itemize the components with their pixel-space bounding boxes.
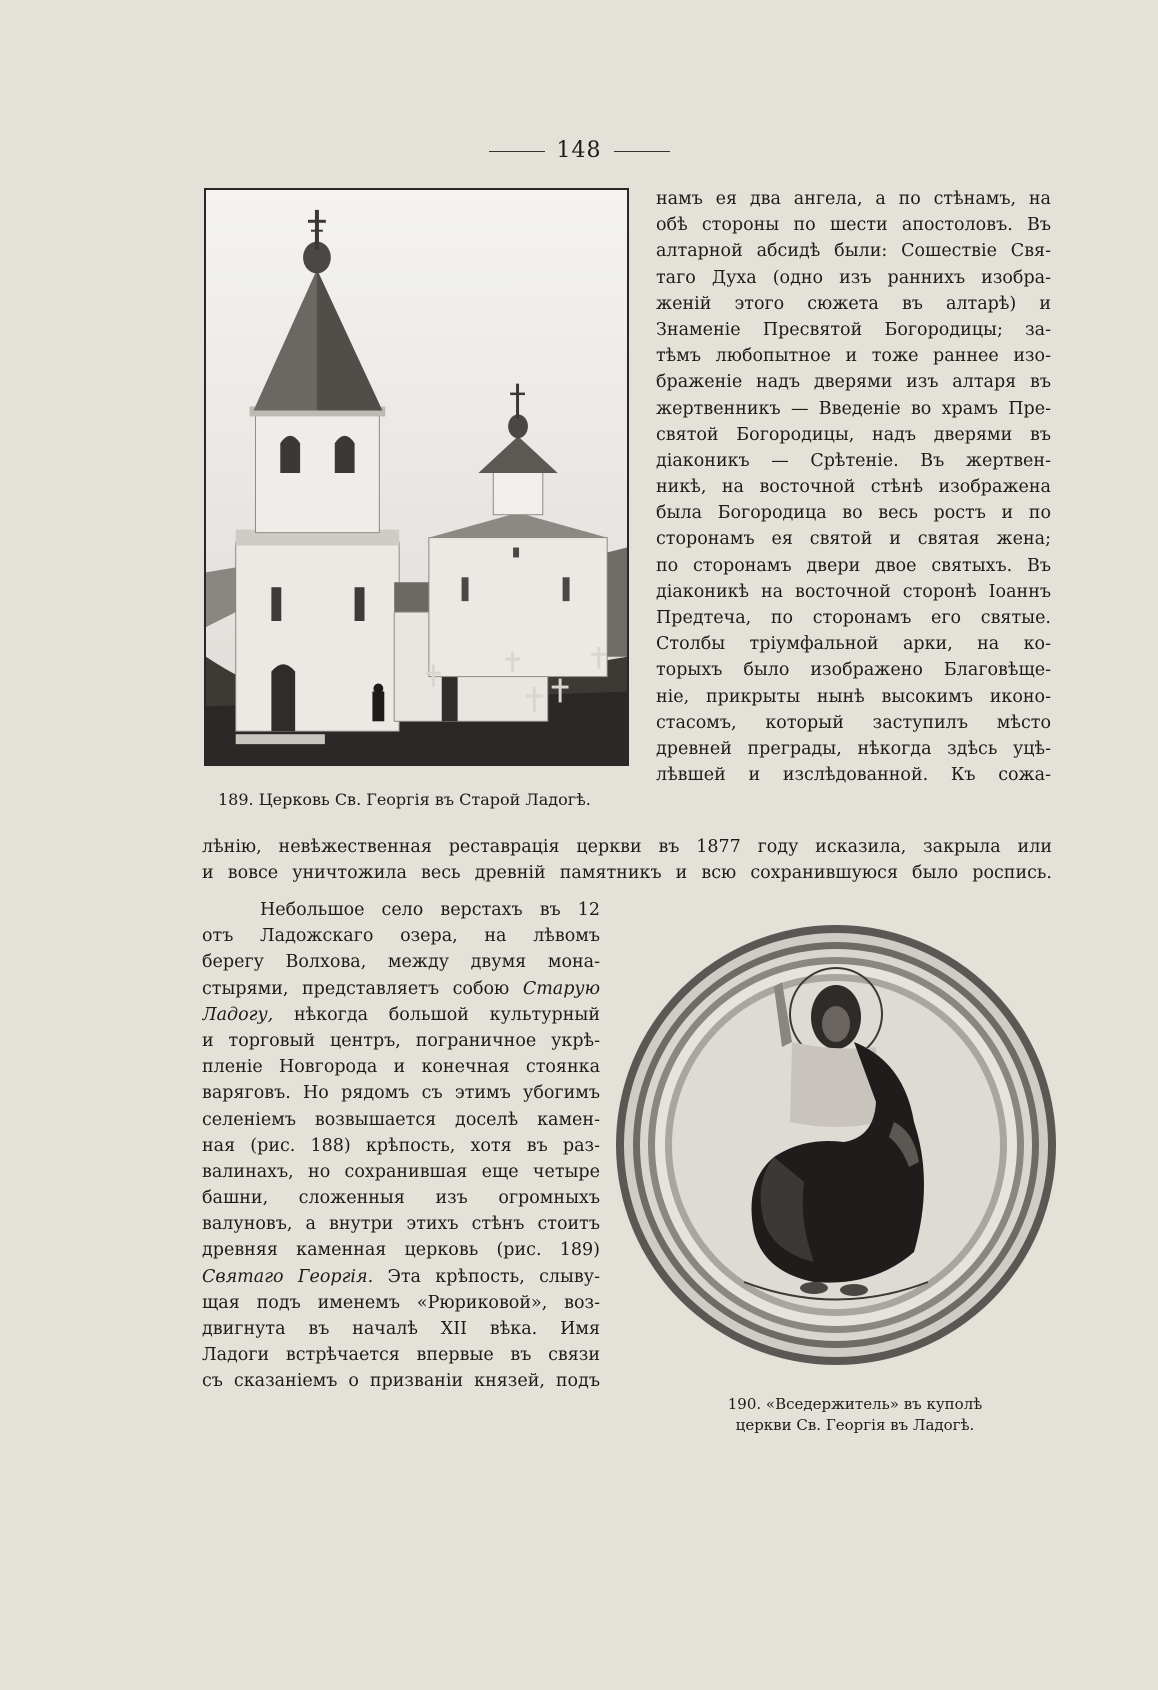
- text-line: и вовсе уничтожила весь древній памятникъ и всю сохранившуюся было роспись.: [202, 863, 1052, 884]
- text-line: пленіе Новгорода и конечная стоянка: [202, 1057, 600, 1078]
- text-line: Небольшое село верстахъ въ 12: [260, 900, 600, 920]
- text-line: діаконикѣ на восточной сторонѣ Іоаннъ: [656, 581, 1051, 602]
- text-line: Ладоги встрѣчается впервые въ связи: [202, 1345, 600, 1366]
- right-rule: [614, 151, 670, 152]
- text-line: Знаменіе Пресвятой Богородицы; за-: [656, 319, 1051, 340]
- text-line: башни, сложенныя изъ огромныхъ: [202, 1188, 600, 1209]
- text-line: валуновъ, а внутри этихъ стѣнъ стоитъ: [202, 1214, 600, 1235]
- text-line: намъ ея два ангела, а по стѣнамъ, на: [656, 189, 1051, 209]
- text-line: [202, 976, 600, 1002]
- text-line: [202, 1002, 600, 1028]
- text-line: обѣ стороны по шести апостоловъ. Въ: [656, 215, 1051, 236]
- text-line: лѣвшей и изслѣдованной. Къ сожа-: [656, 765, 1051, 786]
- figure-189-church-photo: [204, 188, 629, 766]
- figure-190-caption: [660, 1394, 1050, 1436]
- text-span: Эта крѣпость, слыву-: [387, 1266, 600, 1287]
- text-line: Столбы тріумфальной арки, на ко-: [656, 634, 1051, 655]
- text-line: алтарной абсидѣ были: Сошествіе Свя-: [656, 241, 1051, 262]
- text-span: стырями, представляетъ собою: [202, 978, 510, 999]
- page-number: 148: [0, 138, 1158, 163]
- text-line: никѣ, на восточной стѣнѣ изображена: [656, 477, 1051, 498]
- left-rule: [489, 151, 545, 152]
- text-line: и торговый центръ, пограничное укрѣ-: [202, 1030, 600, 1051]
- figure-189-caption: 189. Церковь Св. Георгія въ Старой Ладогѣ.: [218, 790, 591, 809]
- text-line: отъ Ладожскаго озера, на лѣвомъ: [202, 926, 600, 947]
- full-width-text: [202, 834, 1052, 886]
- text-line: древняя каменная церковь (рис. 189): [202, 1240, 600, 1261]
- text-line: браженіе надъ дверями изъ алтаря въ: [656, 372, 1051, 393]
- text-line: была Богородица во весь ростъ и по: [656, 503, 1051, 524]
- text-line: святой Богородицы, надъ дверями въ: [656, 424, 1051, 445]
- text-line: ніе, прикрыты нынѣ высокимъ иконо-: [656, 686, 1051, 707]
- figure-190-fresco: [614, 922, 1058, 1368]
- text-line: берегу Волхова, между двумя мона-: [202, 952, 600, 973]
- text-line: древней преграды, нѣкогда здѣсь уцѣ-: [656, 738, 1051, 759]
- text-line: [202, 1264, 600, 1290]
- text-line: двигнута въ началѣ XII вѣка. Имя: [202, 1319, 600, 1339]
- text-line: жертвенникъ — Введеніе во храмъ Пре-: [656, 398, 1051, 419]
- text-line: селеніемъ возвышается доселѣ камен-: [202, 1109, 600, 1130]
- text-line: женій этого сюжета въ алтарѣ) и: [656, 293, 1051, 314]
- text-line: валинахъ, но сохранившая еще четыре: [202, 1161, 600, 1182]
- right-column-text: [656, 186, 1051, 788]
- italic-church-name: Святаго Георгія.: [202, 1266, 374, 1287]
- text-line: по сторонамъ двери двое святыхъ. Въ: [656, 555, 1051, 576]
- text-line: сторонамъ ея святой и святая жена;: [656, 529, 1051, 550]
- italic-place-name: Ладогу,: [202, 1004, 274, 1025]
- text-line: тѣмъ любопытное и тоже раннее изо-: [656, 346, 1051, 367]
- text-line: лѣнію, невѣжественная реставрація церкви въ 1877 году исказила, закрыла или: [202, 837, 1052, 857]
- caption-line: церкви Св. Георгія въ Ладогѣ.: [735, 1416, 975, 1434]
- left-column-text: [202, 897, 600, 1395]
- text-line: торыхъ было изображено Благовѣще-: [656, 660, 1051, 681]
- text-line: варяговъ. Но рядомъ съ этимъ убогимъ: [202, 1083, 600, 1104]
- text-line: щая подъ именемъ «Рюриковой», воз-: [202, 1292, 600, 1313]
- text-line: стасомъ, который заступилъ мѣсто: [656, 712, 1051, 733]
- text-line: ная (рис. 188) крѣпость, хотя въ раз-: [202, 1135, 600, 1156]
- text-line: съ сказаніемъ о призваніи князей, подъ: [202, 1371, 600, 1392]
- text-line: діаконикъ — Срѣтеніе. Въ жертвен-: [656, 450, 1051, 471]
- caption-line: 190. «Вседержитель» въ куполѣ: [727, 1395, 983, 1413]
- italic-place-name: Старую: [522, 978, 600, 999]
- text-line: Предтеча, по сторонамъ его святые.: [656, 608, 1051, 628]
- text-line: таго Духа (одно изъ раннихъ изобра-: [656, 267, 1051, 288]
- text-span: нѣкогда большой культурный: [293, 1004, 600, 1025]
